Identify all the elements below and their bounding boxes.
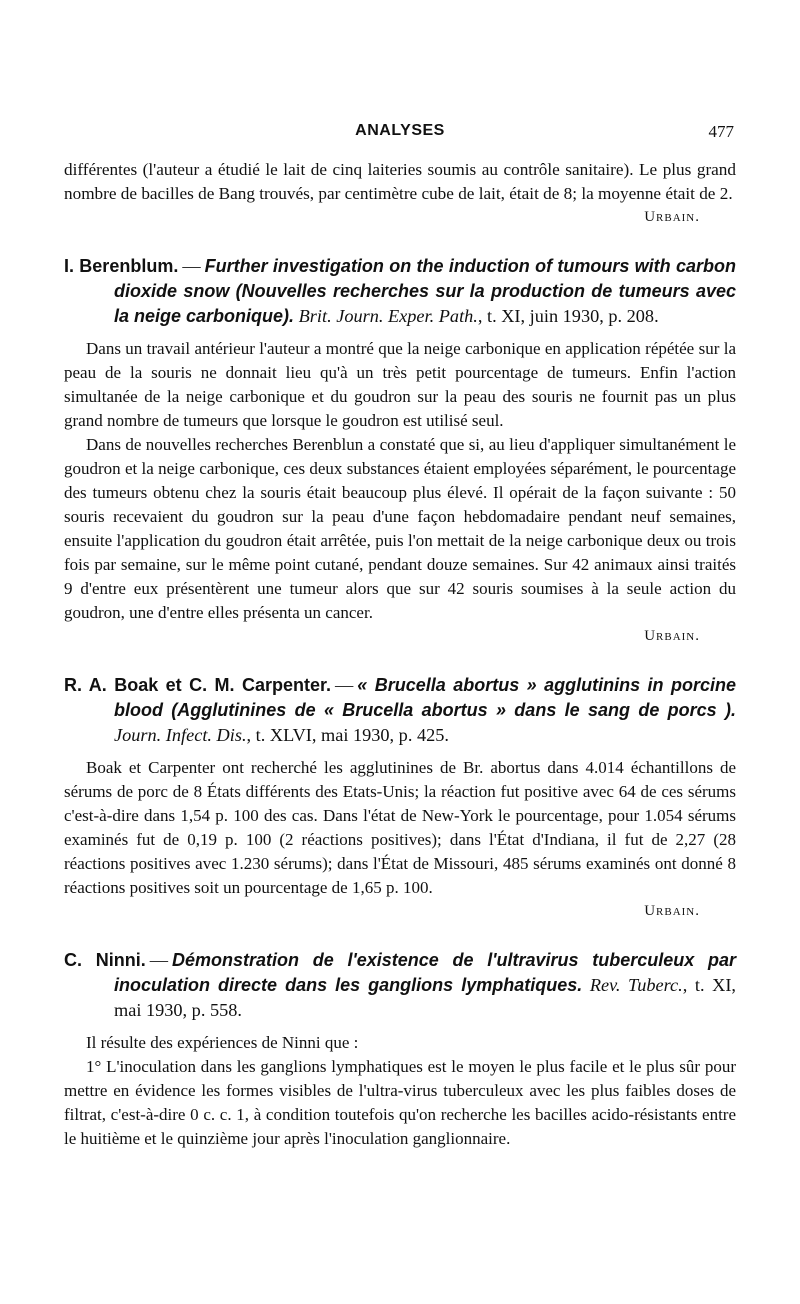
article-author: C. Ninni. <box>64 950 146 970</box>
signature: Urbain. <box>644 628 700 644</box>
article-paragraph: Dans un travail antérieur l'auteur a montré que la neige carbonique en application répétée sur la peau de la souris ne donnait lieu qu'à un très petit pourcentage de tumeurs. Enfin l'action simultanée de la neige carbonique et du goudron sur la peau des souris ne fournit pas un plus grand nombre de tumeurs que lorsque le goudron est utilisé seul. <box>64 339 736 430</box>
article-paragraph: 1° L'inoculation dans les ganglions lymphatiques est le moyen le plus facile et le plus sûr pour mettre en évidence les formes visibles de l'ultra-virus tuberculeux avec les plus faibles doses de filtrat, c'est-à-dire 0 c. c. 1, à condition toutefois qu'on recherche les bacilles acido-résistants entre le huitième et le quinzième jour après l'inoculation ganglionnaire. <box>64 1057 736 1148</box>
article-paragraph: Boak et Carpenter ont recherché les agglutinines de Br. abortus dans 4.014 échantillons de sérums de porc de 8 États différents des Etats-Unis; la réaction fut positive avec 64 de ces sérums c'est-à-dire dans 1,54 p. 100 des cas. Dans l'état de New-York le pourcentage, pour 1.054 sérums examinés fut de 0,19 p. 100 (2 réactions positives); dans l'État d'Indiana, il fut de 2,27 (28 réactions positives avec 1.230 sérums); dans l'État de Missouri, 485 sérums examinés ont donné 8 réactions positives soit un pourcentage de 1,65 p. 100. <box>64 758 736 897</box>
page-number: 477 <box>708 122 734 141</box>
article-reference <box>64 948 736 1023</box>
article-journal: Journ. Infect. Dis. <box>114 725 247 745</box>
article-ref-tail: , t. XI, juin 1930, p. 208. <box>477 306 659 326</box>
article-body <box>64 337 736 625</box>
dash: — <box>182 256 201 276</box>
article-title: « Brucella abortus » agglutinins in porcine blood (Agglutinines de « Brucella abortus » dans le sang de porcs ). <box>114 675 736 720</box>
article-ref-tail: , t. XI, mai 1930, p. 558. <box>114 975 736 1020</box>
continuation-paragraph: différentes (l'auteur a étudié le lait de cinq laiteries soumis au contrôle sanitaire). Le plus grand nombre de bacilles de Bang trouvés, par centimètre cube de lait, était de 8; la moyenne était de 2. <box>64 160 736 203</box>
article-paragraph: Il résulte des expériences de Ninni que : <box>86 1033 359 1052</box>
dash: — <box>149 950 168 970</box>
article-author: I. Berenblum. <box>64 256 179 276</box>
article-boak-carpenter <box>64 673 736 922</box>
article-ninni <box>64 948 736 1151</box>
article-ref-tail: , t. XLVI, mai 1930, p. 425. <box>246 725 449 745</box>
article-title: Démonstration de l'existence de l'ultravirus tuberculeux par inoculation directe dans les ganglions lymphatiques. <box>114 950 736 995</box>
continuation-block <box>64 158 736 228</box>
signature: Urbain. <box>644 209 700 225</box>
article-berenblum <box>64 254 736 647</box>
running-title: ANALYSES <box>355 122 445 139</box>
article-journal: Brit. Journ. Exper. Path. <box>298 306 478 326</box>
article-reference <box>64 673 736 748</box>
article-journal: Rev. Tuberc. <box>589 975 683 995</box>
article-paragraph: Dans de nouvelles recherches Berenblun a constaté que si, au lieu d'appliquer simultanément le goudron et la neige carbonique, ces deux substances étaient employées séparément, le pourcentage des tumeurs obtenu chez la souris était beaucoup plus élevé. Il opérait de la façon suivante : 50 souris recevaient du goudron sur la peau d'une façon hebdomadaire pendant neuf semaines, ensuite l'application du goudron était arrêtée, puis l'on mettait de la neige carbonique deux ou trois fois par semaine, sur le même point cutané, pendant douze semaines. Sur 42 animaux ainsi traités 9 d'entre eux présentèrent une tumeur alors que sur 42 souris soumises à la seule action du goudron, une d'entre elles présenta un cancer. <box>64 435 736 622</box>
dash: — <box>335 675 354 695</box>
article-title: Further investigation on the induction of tumours with carbon dioxide snow (Nouvelles recherches sur la production de tumeurs avec la neige carbonique). <box>114 256 736 326</box>
signature: Urbain. <box>644 903 700 919</box>
article-author: R. A. Boak et C. M. Carpenter. <box>64 675 332 695</box>
article-body <box>64 756 736 900</box>
article-reference <box>64 254 736 329</box>
running-header <box>64 118 736 148</box>
article-body <box>64 1031 736 1151</box>
